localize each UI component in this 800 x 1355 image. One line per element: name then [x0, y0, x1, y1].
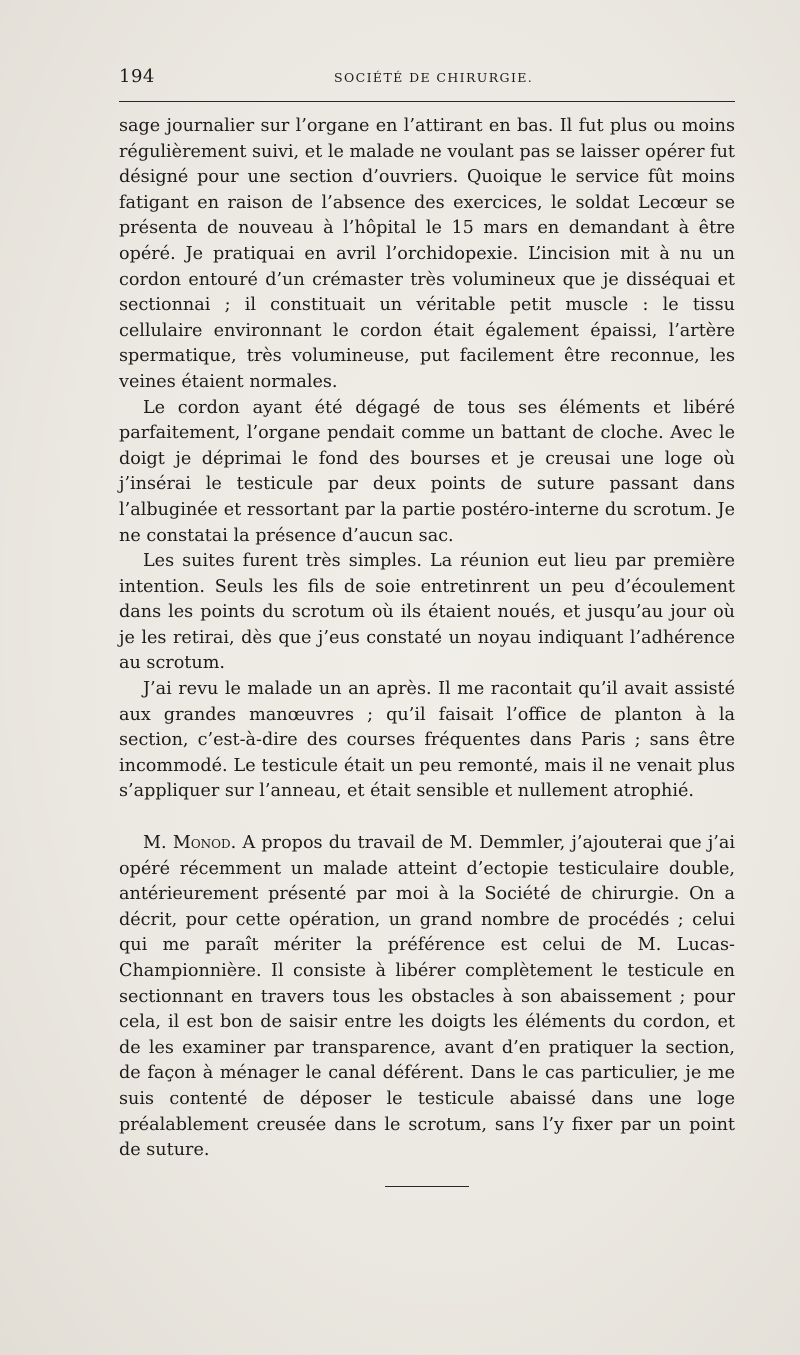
paragraph-cordon: Le cordon ayant été dégagé de tous ses éléments et libéré parfaitement, l’organe pendait comme un battant de cloche. Avec le doigt je déprimai le fond des bourses et je creusai une loge où j’insérai le testicule par deux points de suture passant dans l’albuginée et ressortant par la partie postéro-interne du scrotum. Je ne constatai la présence d’aucun sac.	[119, 397, 735, 546]
paragraph-revu: J’ai revu le malade un an après. Il me racontait qu’il avait assisté aux grandes manœuvres ; qu’il faisait l’office de planton à la section, c’est-à-dire des courses fréquentes dans Paris ; sans être incommodé. Le testicule était un peu remonté, mais il ne venait plus s’appliquer sur l’anneau, et était sensible et nullement atrophié.	[119, 679, 735, 802]
speaker-name: M. Monod.	[143, 833, 237, 854]
header-rule	[119, 101, 735, 102]
page-number: 194	[119, 66, 155, 87]
section-end-rule	[385, 1186, 469, 1187]
paragraph-continuation: sage journalier sur l’organe en l’attirant en bas. Il fut plus ou moins régulièrement suivi, et le malade ne voulant pas se laisser opérer fut désigné pour une section d’ouvriers. Quoique le service fût moins fatigant en raison de l’absence des exercices, le soldat Lecœur se présenta de nouveau à l’hôpital le 15 mars en demandant à être opéré. Je pratiquai en avril l’orchidopexie. L’incision mit à nu un cordon entouré d’un crémaster très volumineux que je disséquai et sectionnai ; il constituait un véritable petit muscle : le tissu cellulaire environnant le cordon était également épaissi, l’artère spermatique, très volumineuse, put facilement être reconnue, les veines étaient normales.	[119, 116, 735, 392]
journal-title: SOCIÉTÉ DE CHIRURGIE.	[334, 70, 534, 85]
paragraph-monod	[119, 831, 735, 1164]
paragraph-suites: Les suites furent très simples. La réunion eut lieu par première intention. Seuls les fils de soie entretinrent un peu d’écoulement dans les points du scrotum où ils étaient noués, et jusqu’au jour où je les retirai, dès que j’eus constaté un noyau indiquant l’adhérence au scrotum.	[119, 551, 735, 674]
running-head	[119, 66, 735, 88]
monod-text: A propos du travail de M. Demmler, j’ajouterai que j’ai opéré récemment un malade atteint d’ectopie testiculaire double, antérieurement présenté par moi à la Société de chirurgie. On a décrit, pour cette opération, un grand nombre de procédés ; celui qui me paraît mériter la préférence est celui de M. Lucas-Championnière. Il consiste à libérer complètement le testicule en sectionnant en travers tous les obstacles à son abaissement ; pour cela, il est bon de saisir entre les doigts les éléments du cordon, et de les examiner par transparence, avant d’en pratiquer la section, de façon à ménager le canal déférent. Dans le cas particulier, je me suis contenté de déposer le testicule abaissé dans une loge préalablement creusée dans le scrotum, sans l’y fixer par un point de suture.	[119, 833, 735, 1161]
body-text	[119, 114, 735, 1164]
paragraph-gap	[119, 805, 735, 831]
